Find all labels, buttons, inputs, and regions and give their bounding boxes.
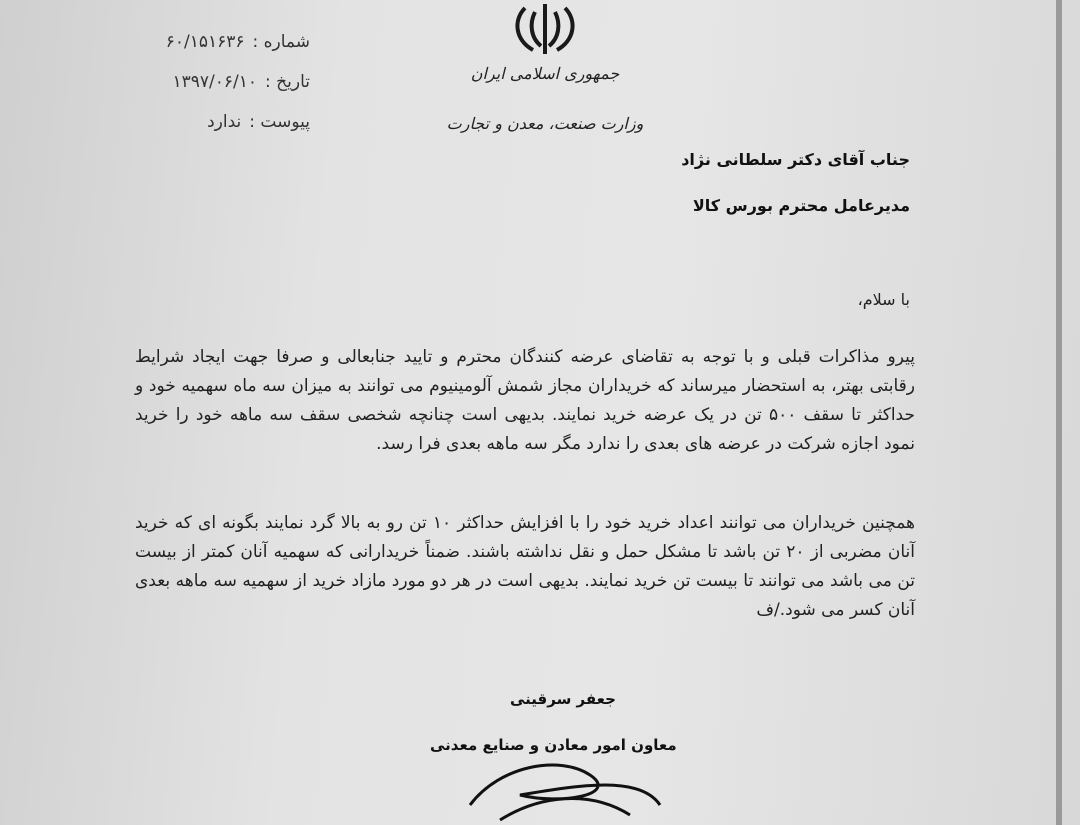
addressee-name: جناب آقای دکتر سلطانی نژاد: [681, 150, 910, 169]
number-value: ۶۰/۱۵۱۶۳۶: [165, 32, 245, 52]
paper-edge: [1056, 0, 1062, 825]
salutation: با سلام،: [857, 290, 910, 309]
date-row: [100, 62, 310, 102]
attachment-row: [100, 102, 310, 142]
body-paragraph-1: پیرو مذاکرات قبلی و با توجه به تقاضای عرضه کنندگان محترم و تایید جنابعالی و صرفا جهت ایجاد شرایط رقابتی بهتر، به استحضار میرساند که خریداران مجاز شمش آلومینیوم می توانند به میزان سه ماه سهمیه خود و حداکثر تا سقف ۵۰۰ تن در یک عرضه خرید نمایند. بدیهی است چنانچه شخصی سقف سه ماهه خود را خرید نمود اجازه شرکت در عرضه های بعدی را ندارد مگر سه ماهه بعدی فرا رسد.: [135, 347, 915, 454]
attachment-label: پیوست :: [249, 112, 310, 132]
date-label: تاریخ :: [265, 72, 310, 92]
number-label: شماره :: [252, 32, 310, 52]
signatory-name: جعفر سرقینی: [510, 690, 616, 708]
iran-emblem-icon: [505, 0, 585, 60]
letter-meta: [100, 22, 310, 142]
body-paragraph-2: همچنین خریداران می توانند اعداد خرید خود را با افزایش حداکثر ۱۰ تن رو به بالا گرد نمایند بگونه ای که خرید آنان مضربی از ۲۰ تن باشد تا مشکل حمل و نقل نداشته باشند. ضمناً خریدارانی که سهمیه آنان کمتر از بیست تن می باشد می توانند تا بیست تن خرید نمایند. بدیهی است در هر دو مورد مازاد خرید از سهمیه سه ماهه بعدی آنان کسر می شود./ف: [135, 513, 915, 620]
attachment-value: ندارد: [207, 112, 242, 132]
signatory-title: معاون امور معادن و صنایع معدنی: [430, 736, 677, 754]
emblem-line-1: جمهوری اسلامی ایران: [470, 64, 620, 83]
emblem-line-2: وزارت صنعت، معدن و تجارت: [446, 114, 644, 133]
addressee-title: مدیرعامل محترم بورس کالا: [692, 196, 910, 215]
handwritten-signature: [440, 735, 680, 825]
number-row: [100, 22, 310, 62]
date-value: ۱۳۹۷/۰۶/۱۰: [172, 72, 258, 92]
